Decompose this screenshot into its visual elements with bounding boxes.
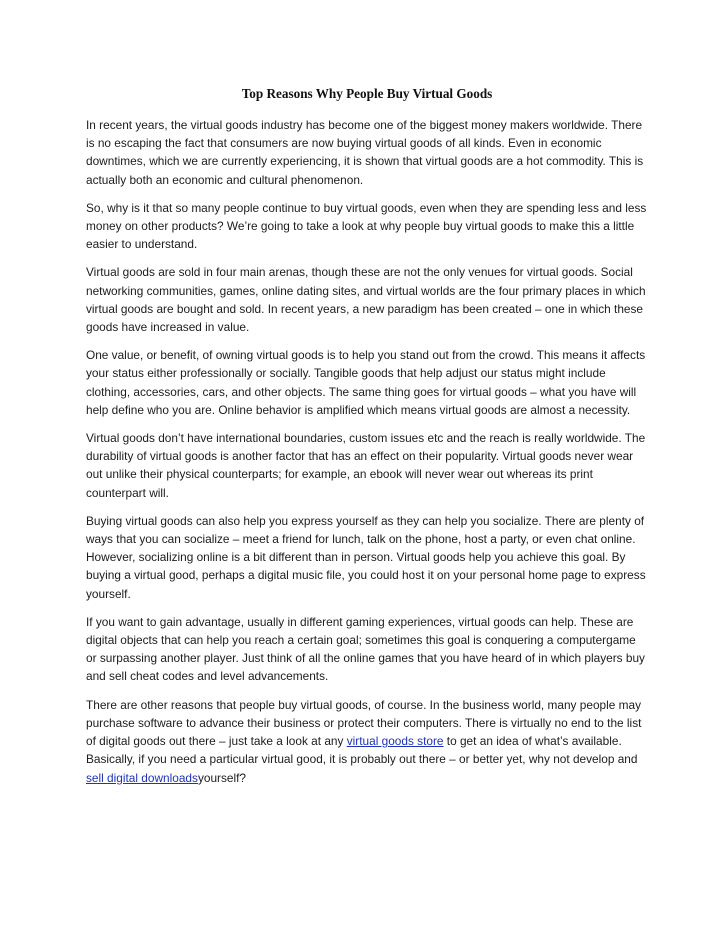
paragraph-status: One value, or benefit, of owning virtual goods is to help you stand out from the crowd. This means it affects your status either professionally or socially. Tangible goods that help adjust our status might include clothing, accessories, cars, and other objects. The same thing goes for virtual goods – what you have will help define who you are. Online behavior is amplified which means virtual goods are almost a necessity. (86, 348, 646, 417)
paragraph-other-reasons-text-3: yourself? (197, 770, 246, 785)
paragraph-gaming: If you want to gain advantage, usually in different gaming experiences, virtual goods can help. These are digital objects that can help you reach a certain goal; sometimes this goal is conquering a computergame or surpassing another player. Just think of all the online games that you have heard of in which players buy and sell cheat codes and level advancements. (86, 614, 645, 684)
paragraph-other-reasons-text-2: to get an idea of what’s available. Basically, if you need a particular virtual good, it is probably out there – or better yet, why not develop and (86, 734, 638, 767)
paragraph-boundaries: Virtual goods don’t have international boundaries, custom issues etc and the reach is really worldwide. The durability of virtual goods is another factor that has an effect on their popularity. Virtual goods never wear out unlike their physical counterparts; for example, an ebook will never wear out whereas its print counterpart will. (86, 431, 646, 500)
virtual-goods-store-link[interactable]: virtual goods store (346, 734, 444, 749)
sell-digital-downloads-link[interactable]: sell digital downloads (86, 770, 198, 785)
paragraph-other-reasons-text-1: There are other reasons that people buy virtual goods, of course. In the business world, many people may purchase software to advance their business or protect their computers. There is virtually no end to the list of digital goods out there – just take a look at any (86, 697, 642, 749)
document-title: Top Reasons Why People Buy Virtual Goods (241, 86, 493, 101)
paragraph-intro: In recent years, the virtual goods industry has become one of the biggest money makers worldwide. There is no escaping the fact that consumers are now buying virtual goods of all kinds. Even in economic downtimes, which we are currently experiencing, it is shown that virtual goods are a hot commodity. This is actually both an economic and cultural phenomenon. (86, 118, 644, 187)
paragraph-arenas: Virtual goods are sold in four main arenas, though these are not the only venues for virtual goods. Social networking communities, games, online dating sites, and virtual worlds are the four primary places in which virtual goods are bought and sold. In recent years, a new paradigm has been created – one in which these goods have increased in value. (86, 265, 646, 335)
paragraph-why-buy: So, why is it that so many people continue to buy virtual goods, even when they are spending less and less money on other products? We’re going to take a look at why people buy virtual goods to make this a little easier to understand. (86, 200, 647, 252)
paragraph-express: Buying virtual goods can also help you express yourself as they can help you socialize. There are plenty of ways that you can socialize – meet a friend for lunch, talk on the phone, host a party, or even chat online. However, socializing online is a bit different than in person. Virtual goods help you achieve this goal. By buying a virtual good, perhaps a digital music file, you could host it on your personal home page to express yourself. (86, 513, 646, 601)
paragraph-other-reasons (86, 696, 648, 787)
